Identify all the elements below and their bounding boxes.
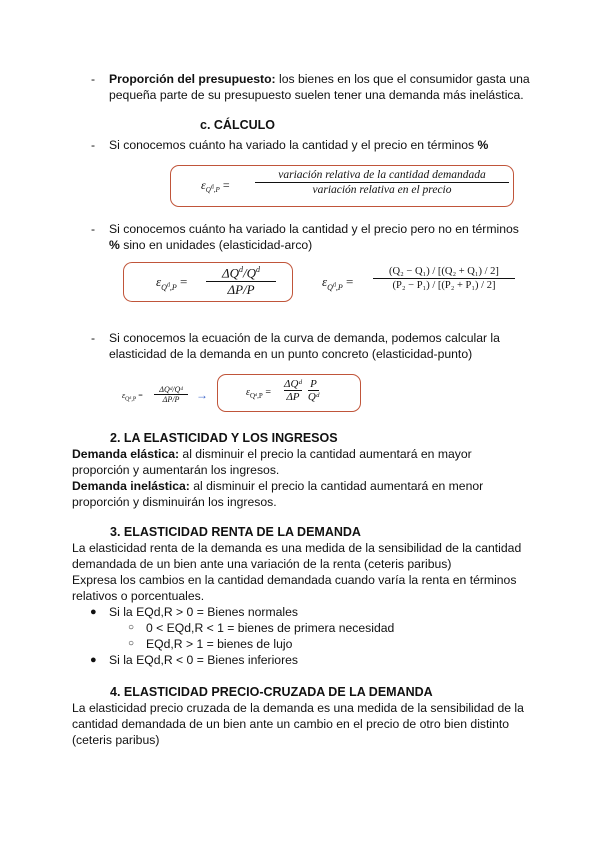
renta-p1-line-2: demandada de un bien ante una variación de la renta (ceteris paribus) [72, 557, 452, 571]
calculo-item-2-line-2 [109, 238, 312, 253]
inelastica-text-2: proporción y disminuirán los ingresos. [72, 495, 277, 509]
formula5-fraction-2 [308, 378, 319, 403]
cruzada-line-2: cantidad demandada de un bien ante un cambio en el precio de otro bien distinto [72, 717, 510, 731]
proporcion-line-1 [109, 72, 530, 87]
elastica-text-2: proporción y aumentarán los ingresos. [72, 463, 280, 477]
arrow-right-icon: → [196, 388, 208, 402]
calculo-item-3-line-1: Si conocemos la ecuación de la curva de demanda, podemos calcular la [109, 331, 500, 345]
proporcion-text-2: pequeña parte de su presupuesto suelen tener una demanda más inelástica. [109, 88, 524, 102]
inelastica-label: Demanda inelástica: [72, 479, 190, 493]
formula2-numerator: $\Delta Q^d/Q^d$ [206, 265, 276, 282]
formula4-fraction [154, 385, 188, 404]
formula1-denominator: variación relativa en el precio [312, 184, 452, 196]
ingresos-heading: 2. LA ELASTICIDAD Y LOS INGRESOS [110, 431, 338, 445]
formula1-numerator: variación relativa de la cantidad demandada [255, 169, 509, 183]
calculo-item-1 [109, 138, 488, 153]
formula5-num2: P [308, 378, 319, 391]
formula5-num1: ΔQᵈ [284, 378, 302, 390]
bullet-icon: ● [90, 606, 97, 618]
calculo-item-3-line-2: elasticidad de la demanda en un punto concreto (elasticidad-punto) [109, 347, 473, 361]
renta-p1-line-1: La elasticidad renta de la demanda es una medida de la sensibilidad de la cantidad [72, 541, 522, 555]
inelastica-line-1 [72, 479, 483, 494]
renta-sub-2: EQd,R > 1 = bienes de lujo [146, 637, 293, 651]
list-dash: - [91, 331, 96, 345]
subbullet-icon: ○ [128, 638, 135, 649]
formula2-fraction [206, 265, 276, 298]
calculo-item-1-text: Si conocemos cuánto ha variado la cantidad y el precio en términos [109, 138, 478, 152]
list-dash: - [91, 72, 96, 86]
cruzada-line-1: La elasticidad precio cruzada de la demanda es una medida de la sensibilidad de la [72, 701, 524, 715]
formula5-fraction-1 [284, 378, 302, 403]
renta-bullet-1: Si la EQd,R > 0 = Bienes normales [109, 605, 299, 619]
bullet-icon: ● [90, 654, 97, 666]
renta-sub-1: 0 < EQd,R < 1 = bienes de primera necesidad [146, 621, 395, 635]
formula-box-arc [123, 262, 293, 302]
renta-p2-line-1: Expresa los cambios en la cantidad demandada cuando varía la renta en términos [72, 573, 517, 587]
formula2-lhs: $\varepsilon_{Q^d,P}$ = [156, 274, 188, 292]
cruzada-line-3: (ceteris paribus) [72, 733, 160, 747]
renta-bullet-2: Si la EQd,R < 0 = Bienes inferiores [109, 653, 299, 667]
renta-p2-line-2: relativos o porcentuales. [72, 589, 205, 603]
formula5-fraction [284, 378, 319, 403]
percent-mark: % [477, 138, 489, 152]
cruzada-heading: 4. ELASTICIDAD PRECIO-CRUZADA DE LA DEMANDA [110, 685, 433, 699]
percent-mark: % [109, 238, 120, 252]
list-dash: - [91, 138, 96, 152]
formula3-numerator: (Q₂ − Q₁) / [(Q₂ + Q₁) / 2] [373, 266, 515, 279]
formula3-denominator: (P₂ − P₁) / [(P₂ + P₁) / 2] [392, 280, 496, 291]
formula5-lhs: $\varepsilon_{Qᵈ,P}$ = [246, 387, 271, 400]
formula2-denominator: ΔP/P [227, 282, 255, 298]
list-dash: - [91, 222, 96, 236]
elastica-label: Demanda elástica: [72, 447, 180, 461]
formula3-fraction [373, 266, 515, 291]
formula4-denominator: ΔP/P [162, 395, 180, 404]
formula1-fraction [255, 169, 509, 196]
calculo-item-2-line-1: Si conocemos cuánto ha variado la cantidad y el precio pero no en términos [109, 222, 519, 236]
formula4-lhs: $\varepsilon_{Qᵈ,P}$ = [122, 391, 143, 403]
formula-box-point [217, 374, 361, 412]
formula4-numerator: ΔQᵈ/Qᵈ [154, 385, 188, 395]
formula1-lhs: $\varepsilon_{Q^d,P}$ = [201, 178, 230, 195]
calculo-item-2-text: sino en unidades (elasticidad-arco) [119, 238, 313, 252]
elastica-text-1: al disminuir el precio la cantidad aumentará en mayor [179, 447, 472, 461]
elastica-line-1 [72, 447, 472, 462]
formula5-den1: ΔP [286, 391, 300, 403]
calculo-heading: c. CÁLCULO [200, 118, 275, 132]
formula5-den2: Qᵈ [307, 391, 320, 403]
proporcion-label: Proporción del presupuesto: [109, 72, 276, 86]
proporcion-text-1: los bienes en los que el consumidor gasta una [275, 72, 530, 86]
subbullet-icon: ○ [128, 622, 135, 633]
renta-heading: 3. ELASTICIDAD RENTA DE LA DEMANDA [110, 525, 361, 539]
inelastica-text-1: al disminuir el precio la cantidad aumentará en menor [189, 479, 484, 493]
formula3-lhs: $\varepsilon_{Q^d,P}$ = [322, 274, 354, 292]
formula-box-relative [170, 165, 514, 207]
